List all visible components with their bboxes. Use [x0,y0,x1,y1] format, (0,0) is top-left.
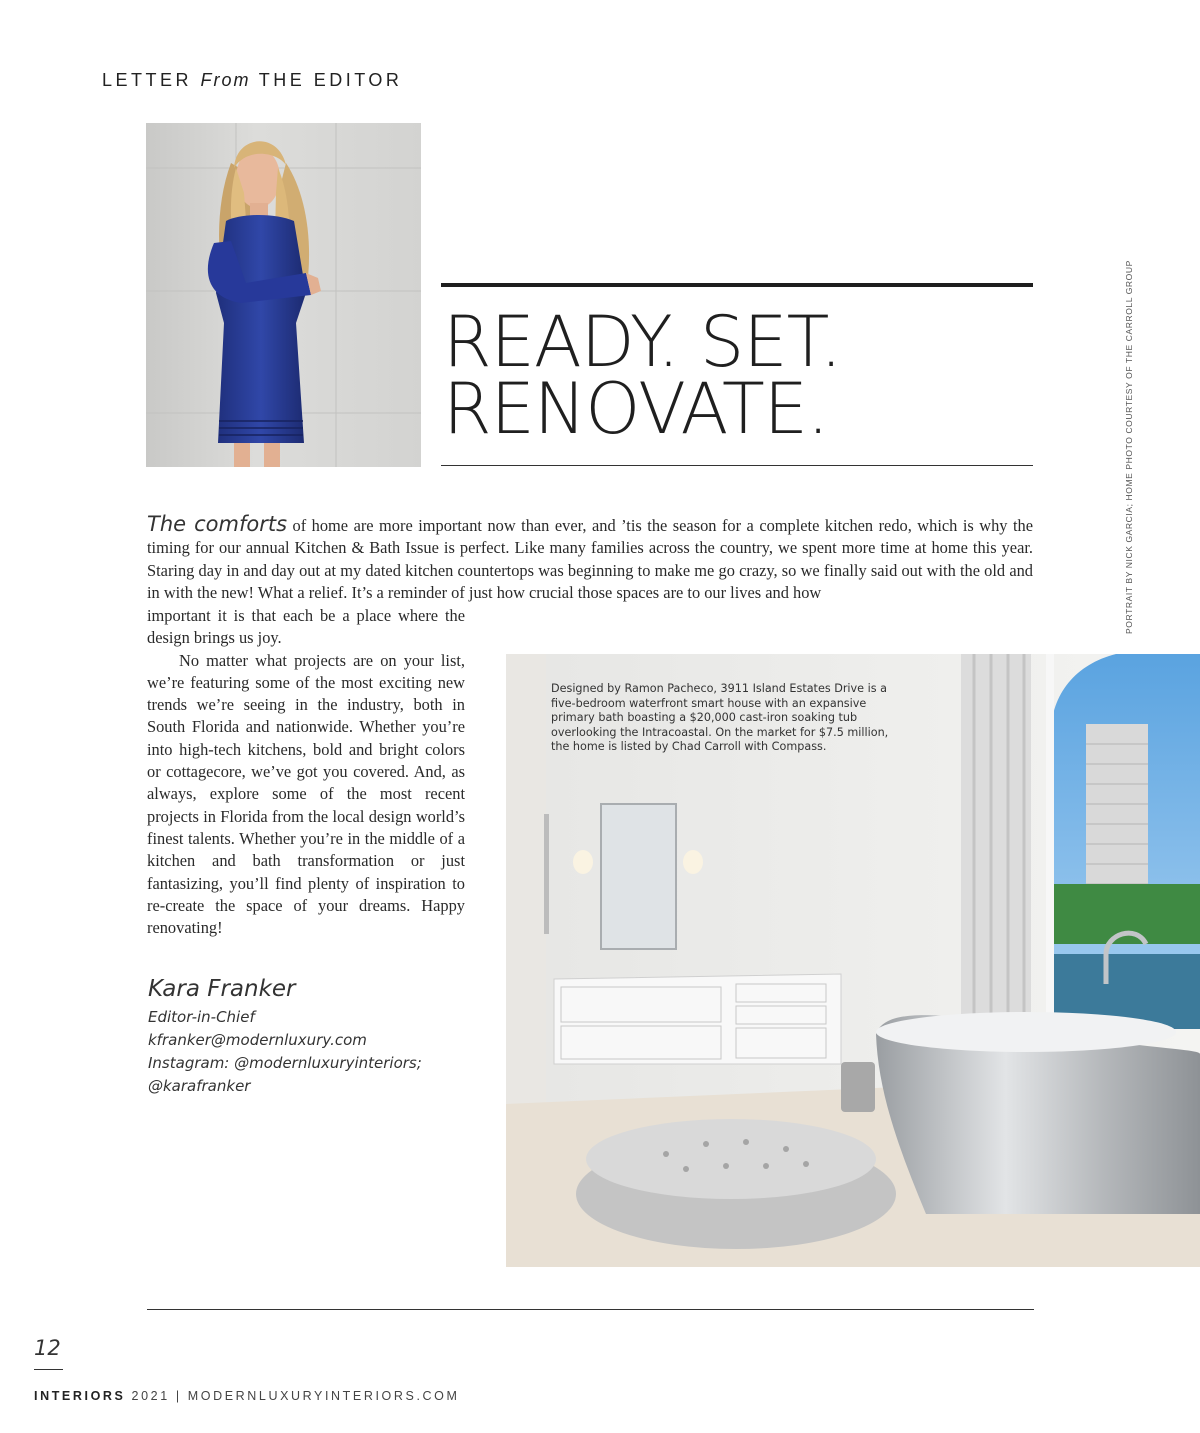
section-kicker: LETTER From THE EDITOR [102,70,403,90]
page-number: 12 [34,1336,61,1360]
body-paragraph-1: The comforts of home are more important now than ever, and ’tis the season for a complete kitchen redo, which is why the timing for our annual Kitchen & Bath Issue is perfect. Like many families across the country, we spent more time at home this year. Staring day in and day out at my dated kitchen countertops was beginning to make me go crazy, so we finally said out with the old and in with the new! What a relief. It’s a reminder of just how crucial those spaces are to our lives and how [147,512,1034,602]
editor-name: Kara Franker [148,976,296,1002]
editor-instagram-handle[interactable]: @karafranker [148,1077,251,1095]
editor-portrait-photo [146,123,421,467]
headline-bottom-rule [441,465,1033,466]
editor-instagram[interactable]: Instagram: @modernluxuryinteriors; [148,1054,422,1072]
photo-credit: PORTRAIT BY NICK GARCIA; HOME PHOTO COURTESY OF THE CARROLL GROUP [1124,260,1134,634]
body-paragraph-1-continued: important it is that each be a place where the design brings us joy. [147,606,465,648]
editor-email[interactable]: kfranker@modernluxury.com [148,1031,367,1049]
footer-rule [147,1309,1034,1310]
editor-signature [148,976,422,1098]
lede-text: The comforts [147,512,288,536]
footer-line: INTERIORS 2021 | MODERNLUXURYINTERIORS.COM [34,1389,460,1403]
body-column [147,605,465,939]
editor-title: Editor-in-Chief [148,1008,255,1026]
headline-top-rule [441,283,1033,287]
body-paragraph-2: No matter what projects are on your list, we’re featuring some of the most exciting new trends we’re seeing in the industry, both in South Florida and nationwide. Whether you’re into high-tech kitchens, bold and bright colors or cottagecore, we’ve got you covered. And, as always, explore some of the most recent projects in Florida from the local design world’s finest talents. Whether you’re in the middle of a kitchen and bath transformation or just fantasizing, you’ll find plenty of inspiration to re-create the space of your dreams. Happy renovating! [147,650,465,938]
page-number-rule [34,1369,63,1370]
headline: READY. SET. RENOVATE. [443,301,842,450]
magazine-name: INTERIORS [34,1389,126,1403]
photo-caption: Designed by Ramon Pacheco, 3911 Island Estates Drive is a five-bedroom waterfront smart house with an expansive primary bath boasting a $20,000 cast-iron soaking tub overlooking the Intracoastal. On the market for $7.5 million, the home is listed by Chad Carroll with Compass. [551,682,889,754]
